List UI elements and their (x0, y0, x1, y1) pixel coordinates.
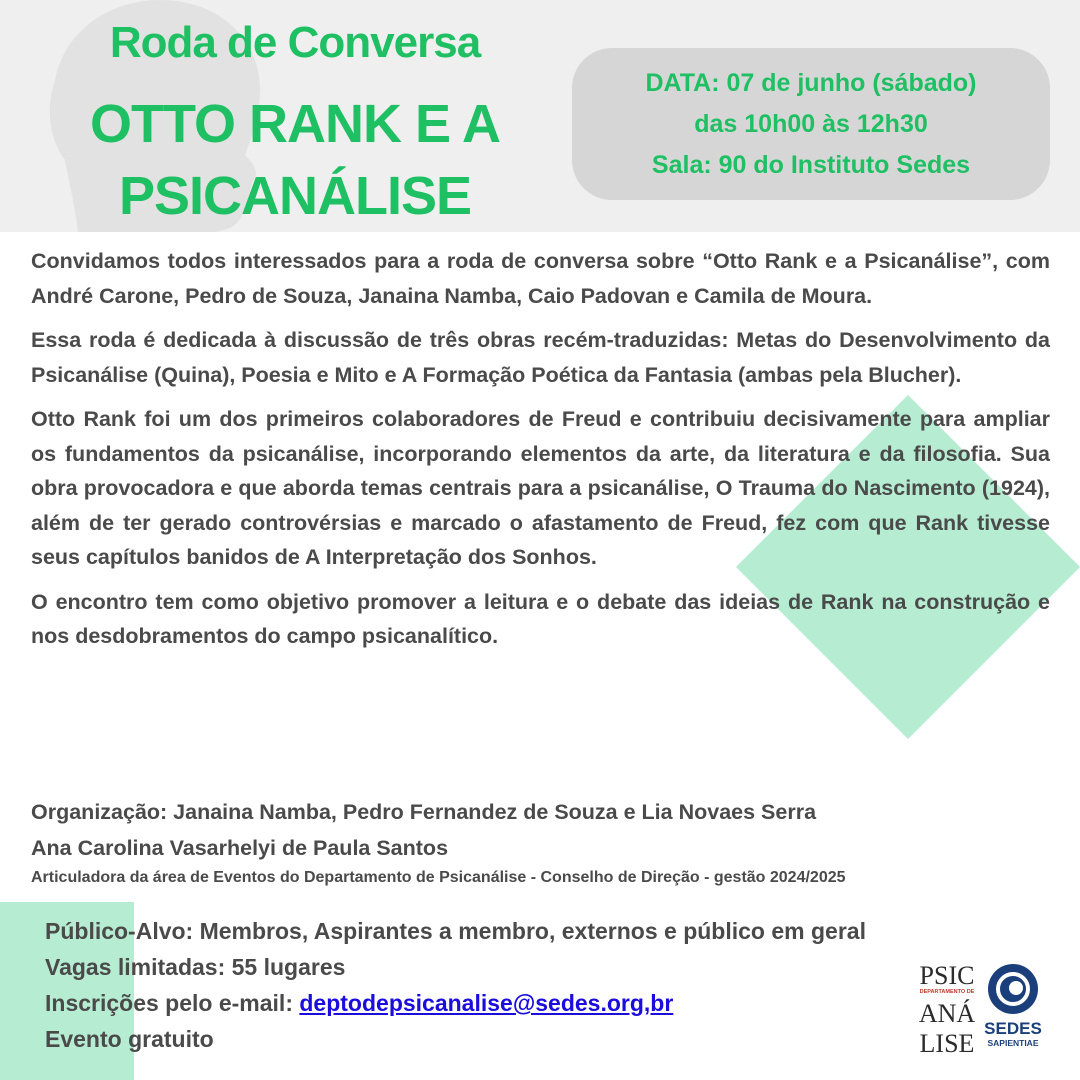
logo-ana-text: ANÁ (918, 999, 976, 1028)
psicanalise-department-logo (918, 960, 976, 1056)
logo-sedes-text: SEDES (984, 1019, 1042, 1038)
logo-lise-text: LISE (919, 1029, 975, 1056)
paragraph-objective: O encontro tem como objetivo promover a leitura e o debate das ideias de Rank na construção e nos desdobramentos do campo psicanalítico. (31, 589, 1050, 648)
header-band (0, 0, 1080, 232)
event-title-line2: PSICANÁLISE (118, 166, 472, 226)
audience-line: Público-Alvo: Membros, Aspirantes a membro, externos e público em geral (45, 918, 866, 944)
logo-sapientiae-text: SAPIENTIAE (987, 1038, 1039, 1048)
event-kind-heading: Roda de Conversa (109, 18, 481, 67)
event-title-line1: OTTO RANK E A (89, 94, 500, 154)
registration-label: Inscrições pelo e-mail: (45, 990, 300, 1016)
event-info-box (572, 48, 1050, 200)
logo-department-text: DEPARTAMENTO DE (919, 989, 975, 995)
body-text (31, 244, 1050, 664)
free-event-line: Evento gratuito (45, 1026, 214, 1052)
registration-line (45, 985, 945, 1021)
organizers-line: Organização: Janaina Namba, Pedro Fernandez de Souza e Lia Novaes Serra (31, 800, 817, 824)
event-room: Sala: 90 do Instituto Sedes (651, 150, 971, 179)
event-time: das 10h00 às 12h30 (694, 109, 928, 138)
event-date: DATA: 07 de junho (sábado) (645, 68, 977, 97)
organizer-name: Ana Carolina Vasarhelyi de Paula Santos (31, 836, 449, 860)
logo-psic-text: PSIC (919, 961, 975, 990)
sedes-sapientiae-logo (982, 962, 1044, 1058)
email-link[interactable]: deptodepsicanalise@sedes.org,br (299, 990, 674, 1016)
organization-section (31, 794, 1050, 890)
footer-info (45, 913, 945, 1057)
paragraph-invitation: Convidamos todos interessados para a roda de conversa sobre “Otto Rank e a Psicanálise”, com André Carone, Pedro de Souza, Janaina Namba, Caio Padovan e Camila de Moura. (31, 249, 1050, 308)
event-title (0, 88, 590, 232)
vacancies-line: Vagas limitadas: 55 lugares (45, 954, 346, 980)
paragraph-works: Essa roda é dedicada à discussão de três obras recém-traduzidas: Metas do Desenvolvimento da Psicanálise (Quina), Poesia e Mito e A Formação Poética da Fantasia (ambas pela Blucher). (31, 328, 1050, 387)
paragraph-otto-rank: Otto Rank foi um dos primeiros colaboradores de Freud e contribuiu decisivamente para ampliar os fundamentos da psicanálise, incorporando elementos da arte, da literatura e da filosofia. Sua obra provocadora e que aborda temas centrais para a psicanálise, O Trauma do Nascimento (1924), além de ter gerado controvérsias e marcado o afastamento de Freud, fez com que Rank tivesse seus capítulos banidos de A Interpretação dos Sonhos. (31, 407, 1050, 569)
organizer-role: Articuladora da área de Eventos do Departamento de Psicanálise - Conselho de Direção - gestão 2024/2025 (31, 869, 846, 886)
